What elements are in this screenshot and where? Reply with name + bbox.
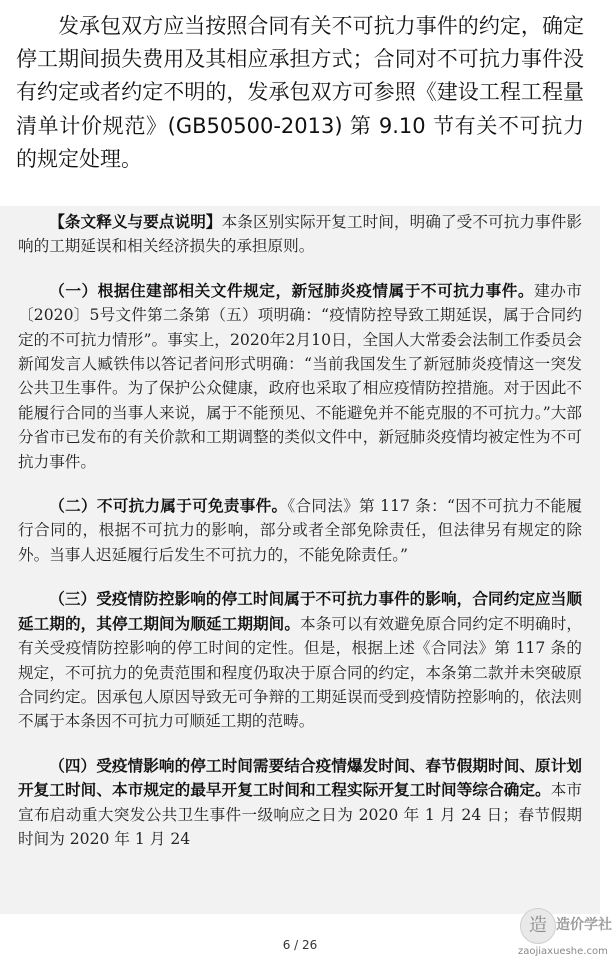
explanation-paragraph — [0, 210, 600, 259]
section-2-body: 《合同法》第 117 条：“因不可抗力不能履行合同的，根据不可抗力的影响，部分或者全部免除责任，但法律另有规定的除外。当事人迟延履行后发生不可抗力的，不能免除责任。” — [18, 497, 582, 564]
section-1 — [0, 279, 600, 474]
section-4-body: 本市宣布启动重大突发公共卫生事件一级响应之日为 2020 年 1 月 24 日；春节假期时间为 2020 年 1 月 24 — [18, 781, 582, 848]
section-1-body: 建办市〔2020〕5号文件第二条第（五）项明确：“疫情防控导致工期延误，属于合同约定的不可抗力情形”。事实上，2020年2月10日，全国人大常委会法制工作委员会新闻发言人臧铁伟以答记者问形式明确：“当前我国发生了新冠肺炎疫情这一突发公共卫生事件。为了保护公众健康，政府也采取了相应疫情防控措施。对于因此不能履行合同的当事人来说，属于不能预见、不能避免并不能克服的不可抗力。”大部分省市已发布的有关价款和工期调整的类似文件中，新冠肺炎疫情均被定性为不可抗力事件。 — [18, 281, 582, 471]
section-3 — [0, 587, 600, 733]
section-2 — [0, 494, 600, 567]
page-number: 6 / 26 — [282, 938, 318, 952]
intro-paragraph: 发承包双方应当按照合同有关不可抗力事件的约定，确定停工期间损失费用及其相应承担方式；合同对不可抗力事件没有约定或者约定不明的，发承包双方可参照《建设工程工程量清单计价规范》(GB50500-2013) 第 9.10 节有关不可抗力的规定处理。 — [16, 14, 584, 171]
section-2-heading: （二）不可抗力属于可免责事件。 — [49, 497, 288, 516]
section-1-heading: （一）根据住建部相关文件规定，新冠肺炎疫情属于不可抗力事件。 — [49, 281, 535, 300]
section-4-heading: （四）受疫情影响的停工时间需要结合疫情爆发时间、春节假期时间、原计划开复工时间、本市规定的最早开复工时间和工程实际开复工时间等综合确定。 — [18, 756, 582, 800]
watermark-url: zaojiaxueshe.com — [518, 946, 608, 957]
section-4 — [0, 754, 600, 852]
section-3-heading: （三）受疫情防控影响的停工时间属于不可抗力事件的影响，合同约定应当顺延工期的，其停工期间为顺延工期期间。 — [18, 590, 582, 633]
explanation-heading: 【条文释义与要点说明】 — [49, 213, 222, 231]
explanation-box — [0, 206, 600, 914]
explanation-text: 本条区别实际开复工时间，明确了受不可抗力事件影响的工期延误和相关经济损失的承担原则。 — [18, 213, 582, 256]
section-3-body: 本条可以有效避免原合同约定不明确时，有关受疫情防控影响的停工时间的定性。但是，根据上述《合同法》第 117 条的规定，不可抗力的免责范围和程度仍取决于原合同的约定，本条第二款并未突破原合同约定。因承包人原因导致无可争辩的工期延误而受到疫情防控影响的，依法则不属于本条因不可抗力可顺延工期的范畴。 — [18, 614, 582, 731]
watermark-logo — [518, 908, 612, 966]
watermark-name: 造价学社 — [556, 917, 612, 933]
watermark-icon: 造 — [520, 908, 556, 944]
